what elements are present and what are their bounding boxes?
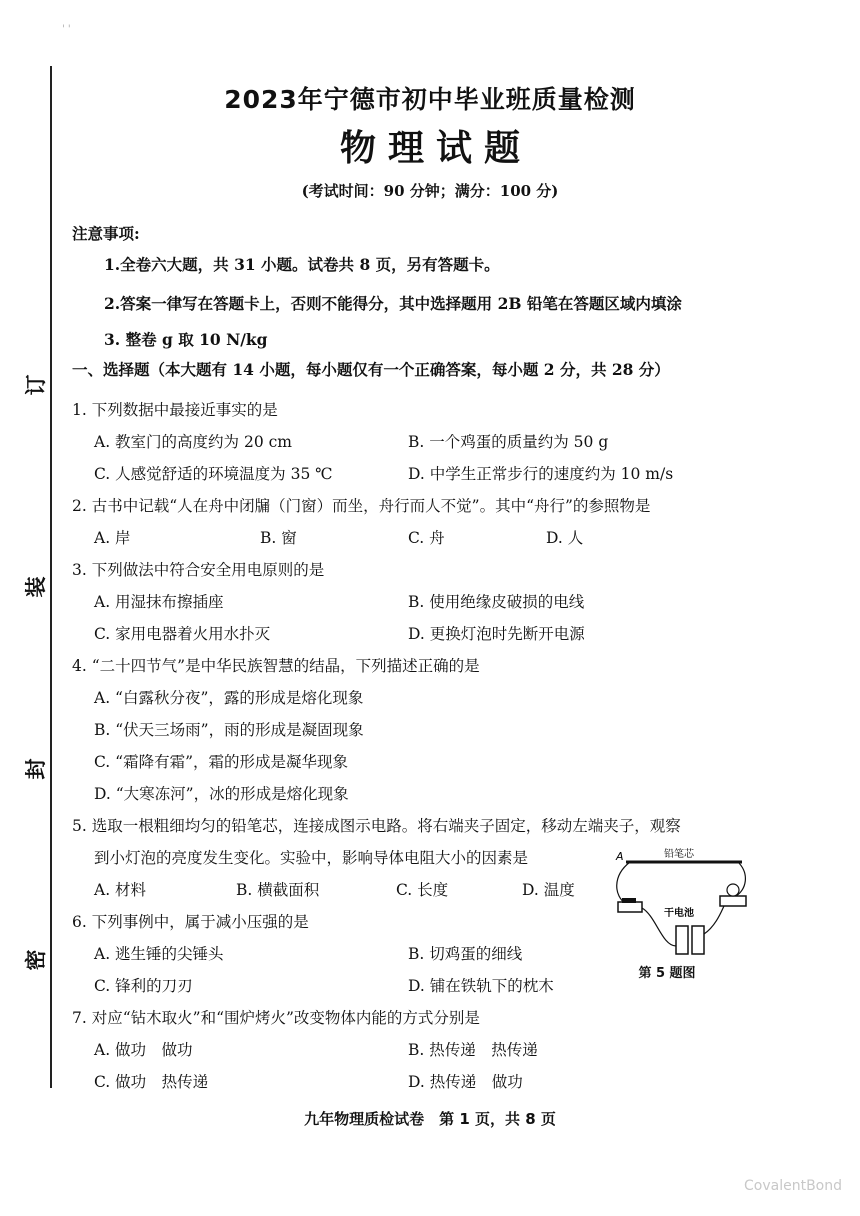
question-1-stem: 1. 下列数据中最接近事实的是 [72, 401, 278, 419]
figure-5-caption: 第 5 题图 [638, 966, 696, 981]
question-4-stem: 4. “二十四节气”是中华民族智慧的结晶，下列描述正确的是 [72, 657, 480, 675]
question-7-option-b: B. 热传递 热传递 [408, 1041, 538, 1059]
exam-title: 2023年宁德市初中毕业班质量检测 [224, 85, 636, 114]
note-item-3: 3. 整卷 g 取 10 N/kg [104, 330, 268, 349]
figure-5-circuit [612, 846, 754, 981]
question-2-option-a: A. 岸 [94, 529, 131, 547]
question-2-option-b: B. 窗 [260, 529, 297, 547]
question-5-option-a: A. 材料 [94, 881, 147, 899]
question-1-option-c: C. 人感觉舒适的环境温度为 35 ℃ [94, 465, 333, 483]
question-7-stem: 7. 对应“钻木取火”和“围炉烤火”改变物体内能的方式分别是 [72, 1009, 480, 1027]
question-6-option-c: C. 锋利的刀刃 [94, 977, 193, 995]
question-3-option-d: D. 更换灯泡时先断开电源 [408, 625, 585, 643]
question-4-option-c: C. “霜降有霜”，霜的形成是凝华现象 [94, 753, 349, 771]
left-clip-top [622, 898, 636, 903]
page-footer: 九年物理质检试卷 第 1 页，共 8 页 [304, 1110, 556, 1128]
question-6-option-a: A. 逃生锤的尖锤头 [94, 945, 224, 963]
watermark: CovalentBond [744, 1178, 842, 1194]
question-3-option-b: B. 使用绝缘皮破损的电线 [408, 593, 585, 611]
binding-char-mi: 密 [24, 949, 48, 971]
subject-title: 物理试题 [339, 127, 532, 169]
label-pencil: 铅笔芯 [664, 849, 694, 860]
binding-line [50, 66, 52, 1088]
bulb-base [720, 896, 746, 906]
question-1-option-d: D. 中学生正常步行的速度约为 10 m/s [408, 465, 674, 483]
question-3-option-a: A. 用湿抹布擦插座 [94, 593, 224, 611]
question-6-option-d: D. 铺在铁轨下的枕木 [408, 977, 554, 995]
question-2-option-c: C. 舟 [408, 529, 445, 547]
question-1-option-b: B. 一个鸡蛋的质量约为 50 g [408, 433, 609, 451]
question-7-option-d: D. 热传递 做功 [408, 1073, 523, 1091]
question-5-option-d: D. 温度 [522, 881, 575, 899]
question-4-option-b: B. “伏天三场雨”，雨的形成是凝固现象 [94, 721, 364, 739]
question-1-option-a: A. 教室门的高度约为 20 cm [94, 433, 293, 451]
battery-2 [692, 926, 704, 954]
exam-info: (考试时间：90 分钟；满分：100 分) [301, 182, 559, 200]
binding-char-feng: 封 [24, 758, 48, 780]
label-battery: 干电池 [664, 908, 694, 919]
binding-char-ding: 订 [24, 374, 48, 396]
note-item-1: 1.全卷六大题，共 31 小题。试卷共 8 页，另有答题卡。 [104, 255, 500, 274]
question-3-option-c: C. 家用电器着火用水扑灭 [94, 625, 271, 643]
question-5-stem: 5. 选取一根粗细均匀的铅笔芯，连接成图示电路。将右端夹子固定，移动左端夹子，观察 [72, 817, 681, 835]
notes-heading: 注意事项: [72, 224, 140, 243]
wire-left [617, 862, 630, 904]
question-5-option-c: C. 长度 [396, 881, 449, 899]
question-7-option-a: A. 做功 做功 [94, 1041, 193, 1059]
corner-mark: ' ' [62, 24, 71, 35]
question-6-option-b: B. 切鸡蛋的细线 [408, 945, 523, 963]
question-3-stem: 3. 下列做法中符合安全用电原则的是 [72, 561, 325, 579]
question-2-option-d: D. 人 [546, 529, 584, 547]
note-item-2: 2.答案一律写在答题卡上，否则不能得分，其中选择题用 2B 铅笔在答题区域内填涂 [104, 294, 682, 313]
label-a: A [616, 850, 624, 863]
bulb [727, 884, 739, 896]
wire-battery-right [704, 906, 724, 934]
question-4-option-a: A. “白露秋分夜”，露的形成是熔化现象 [94, 689, 364, 707]
left-clip [618, 902, 642, 912]
circuit-diagram [612, 846, 754, 964]
binding-char-zhuang: 装 [24, 576, 48, 598]
question-5-stem-cont: 到小灯泡的亮度发生变化。实验中，影响导体电阻大小的因素是 [94, 849, 529, 867]
question-4-option-d: D. “大寒冻河”，冰的形成是熔化现象 [94, 785, 349, 803]
question-6-stem: 6. 下列事例中，属于减小压强的是 [72, 913, 309, 931]
question-5-option-b: B. 横截面积 [236, 881, 320, 899]
section-heading: 一、选择题（本大题有 14 小题，每小题仅有一个正确答案，每小题 2 分，共 28 分） [72, 360, 670, 379]
question-7-option-c: C. 做功 热传递 [94, 1073, 209, 1091]
battery-1 [676, 926, 688, 954]
question-2-stem: 2. 古书中记载“人在舟中闭牖（门窗）而坐，舟行而人不觉”。其中“舟行”的参照物是 [72, 497, 651, 515]
